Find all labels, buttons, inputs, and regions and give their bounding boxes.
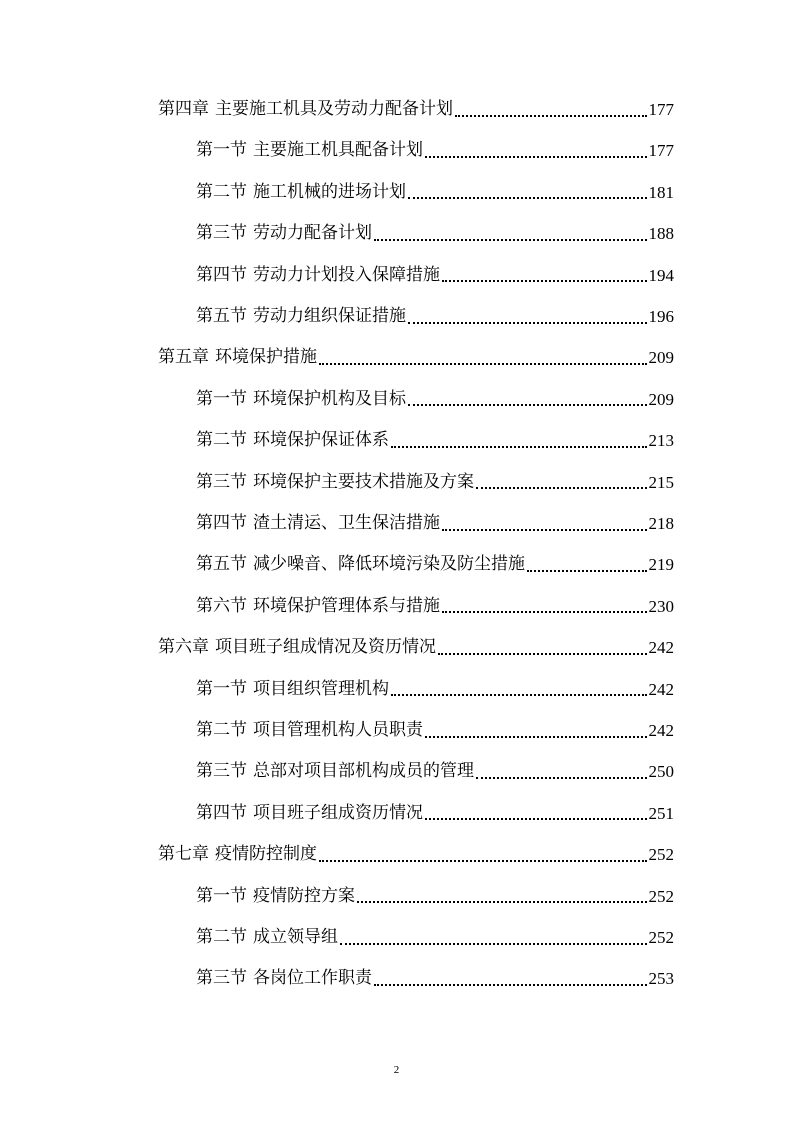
toc-entry-page: 177 <box>648 141 674 161</box>
toc-leader-dots <box>391 446 647 448</box>
toc-entry-label <box>196 181 406 202</box>
toc-entry-title: 项目班子组成情况及资历情况 <box>215 637 436 658</box>
toc-section-entry[interactable] <box>196 296 674 337</box>
toc-section-entry[interactable] <box>196 586 674 627</box>
toc-entry-page: 215 <box>648 472 674 492</box>
toc-leader-dots <box>425 736 647 738</box>
toc-leader-dots <box>442 529 647 531</box>
toc-entry-page: 218 <box>648 514 674 533</box>
toc-entry-number: 第六节 <box>196 595 247 616</box>
toc-entry-label <box>196 308 406 325</box>
toc-leader-dots <box>476 487 647 489</box>
toc-entry-label <box>196 432 389 449</box>
toc-leader-dots <box>527 570 647 572</box>
toc-entry-number: 第四节 <box>196 802 247 823</box>
toc-entry-label <box>196 264 440 285</box>
toc-entry-number: 第四节 <box>196 264 247 285</box>
toc-entry-number: 第六章 <box>158 637 209 658</box>
toc-entry-page: 251 <box>648 803 674 823</box>
toc-leader-dots <box>408 404 647 406</box>
toc-leader-dots <box>357 901 647 903</box>
toc-section-entry[interactable] <box>196 958 674 999</box>
toc-entry-page: 252 <box>648 928 674 947</box>
toc-section-entry[interactable] <box>196 255 674 296</box>
toc-entry-page: 252 <box>648 845 674 865</box>
toc-entry-page: 242 <box>648 721 674 740</box>
toc-entry-page: 250 <box>648 762 674 782</box>
toc-entry-label <box>196 885 355 906</box>
toc-entry-title: 成立领导组 <box>253 927 338 947</box>
toc-entry-title: 环境保护管理体系与措施 <box>253 595 440 616</box>
toc-entry-page: 252 <box>648 886 674 906</box>
toc-entry-label <box>196 556 525 573</box>
toc-leader-dots <box>408 322 647 324</box>
toc-entry-number: 第一节 <box>196 885 247 906</box>
toc-entry-number: 第四章 <box>158 99 209 119</box>
toc-entry-page: 188 <box>648 224 674 244</box>
toc-entry-page: 194 <box>648 265 674 285</box>
toc-entry-page: 177 <box>648 100 674 119</box>
toc-entry-label <box>196 802 423 823</box>
toc-entry-title: 环境保护主要技术措施及方案 <box>253 471 474 492</box>
toc-entry-title: 环境保护措施 <box>215 347 317 368</box>
toc-entry-label <box>196 142 423 159</box>
toc-section-entry[interactable] <box>196 751 674 792</box>
toc-section-entry[interactable] <box>196 544 674 585</box>
toc-entry-label <box>158 639 436 656</box>
toc-entry-number: 第四节 <box>196 513 247 533</box>
toc-entry-title: 环境保护保证体系 <box>253 430 389 451</box>
toc-entry-title: 各岗位工作职责 <box>253 968 372 989</box>
toc-entry-label <box>196 225 372 242</box>
toc-section-entry[interactable] <box>196 793 674 834</box>
toc-entry-number: 第五章 <box>158 347 209 368</box>
toc-entry-number: 第二节 <box>196 720 247 740</box>
toc-entry-number: 第二节 <box>196 430 247 451</box>
toc-leader-dots <box>374 984 647 986</box>
toc-leader-dots <box>374 239 647 241</box>
toc-leader-dots <box>442 280 647 282</box>
toc-leader-dots <box>442 611 647 613</box>
toc-entry-title: 疫情防控方案 <box>253 885 355 906</box>
toc-entry-page: 242 <box>648 679 674 699</box>
toc-entry-page: 181 <box>648 182 674 202</box>
toc-entry-page: 219 <box>648 555 674 575</box>
toc-section-entry[interactable] <box>196 172 674 213</box>
toc-entry-title: 环境保护机构及目标 <box>253 388 406 409</box>
toc-leader-dots <box>438 653 647 655</box>
toc-leader-dots <box>319 860 647 862</box>
toc-section-entry[interactable] <box>196 876 674 917</box>
toc-entry-number: 第三节 <box>196 223 247 244</box>
toc-entry-label <box>158 846 317 863</box>
toc-chapter-entry[interactable] <box>158 337 674 378</box>
toc-leader-dots <box>425 818 647 820</box>
toc-entry-number: 第三节 <box>196 471 247 492</box>
toc-entry-number: 第七章 <box>158 844 209 865</box>
toc-entry-title: 减少噪音、降低环境污染及防尘措施 <box>253 554 525 575</box>
toc-entry-title: 劳动力组织保证措施 <box>253 306 406 326</box>
toc-entry-label <box>158 349 317 366</box>
toc-entry-page: 196 <box>648 307 674 326</box>
toc-entry-label <box>196 722 423 739</box>
toc-entry-number: 第一节 <box>196 140 247 161</box>
toc-entry-title: 渣土清运、卫生保洁措施 <box>253 513 440 533</box>
toc-entry-page: 253 <box>648 969 674 989</box>
toc-entry-page: 242 <box>648 638 674 658</box>
toc-leader-dots <box>425 156 647 158</box>
toc-entry-page: 209 <box>648 389 674 409</box>
toc-entry-label <box>196 678 389 699</box>
toc-leader-dots <box>476 777 647 779</box>
toc-entry-title: 疫情防控制度 <box>215 844 317 865</box>
toc-section-entry[interactable] <box>196 213 674 254</box>
toc-entry-label <box>196 763 474 780</box>
toc-entry-label <box>196 595 440 616</box>
toc-entry-number: 第一节 <box>196 388 247 409</box>
toc-entry-page: 230 <box>648 596 674 616</box>
toc-section-entry[interactable] <box>196 669 674 710</box>
toc-entry-title: 主要施工机具及劳动力配备计划 <box>215 99 453 119</box>
toc-entry-title: 项目管理机构人员职责 <box>253 720 423 740</box>
toc-section-entry[interactable] <box>196 710 674 751</box>
toc-entry-number: 第二节 <box>196 927 247 947</box>
toc-entry-title: 劳动力计划投入保障措施 <box>253 264 440 285</box>
toc-entry-title: 劳动力配备计划 <box>253 223 372 244</box>
toc-section-entry[interactable] <box>196 420 674 461</box>
toc-entry-number: 第五节 <box>196 554 247 575</box>
footer-page-number: 2 <box>393 1064 400 1076</box>
toc-chapter-entry[interactable] <box>158 834 674 875</box>
toc-chapter-entry[interactable] <box>158 89 674 130</box>
toc-entry-label <box>196 515 440 532</box>
toc-leader-dots <box>455 115 647 117</box>
toc-entry-label <box>196 970 372 987</box>
toc-entry-number: 第一节 <box>196 678 247 699</box>
toc-entry-number: 第五节 <box>196 306 247 326</box>
toc-entry-title: 总部对项目部机构成员的管理 <box>253 761 474 782</box>
toc-entry-page: 209 <box>648 348 674 368</box>
toc-leader-dots <box>340 943 647 945</box>
toc-entry-title: 项目班子组成资历情况 <box>253 802 423 823</box>
toc-entry-title: 项目组织管理机构 <box>253 678 389 699</box>
toc-entry-label <box>196 929 338 946</box>
toc-leader-dots <box>319 363 647 365</box>
toc-section-entry[interactable] <box>196 130 674 171</box>
toc-section-entry[interactable] <box>196 917 674 958</box>
toc-leader-dots <box>408 197 647 199</box>
toc-entry-label <box>196 471 474 492</box>
toc-entry-label <box>158 101 453 118</box>
toc-entry-number: 第二节 <box>196 181 247 202</box>
toc-section-entry[interactable] <box>196 462 674 503</box>
toc-entry-title: 施工机械的进场计划 <box>253 181 406 202</box>
toc-chapter-entry[interactable] <box>158 627 674 668</box>
toc-leader-dots <box>391 694 647 696</box>
toc-entry-label <box>196 388 406 409</box>
toc-entry-page: 213 <box>648 431 674 451</box>
toc-entry-number: 第三节 <box>196 761 247 782</box>
toc-section-entry[interactable] <box>196 503 674 544</box>
toc-entry-number: 第三节 <box>196 968 247 989</box>
toc-entry-title: 主要施工机具配备计划 <box>253 140 423 161</box>
toc-section-entry[interactable] <box>196 379 674 420</box>
